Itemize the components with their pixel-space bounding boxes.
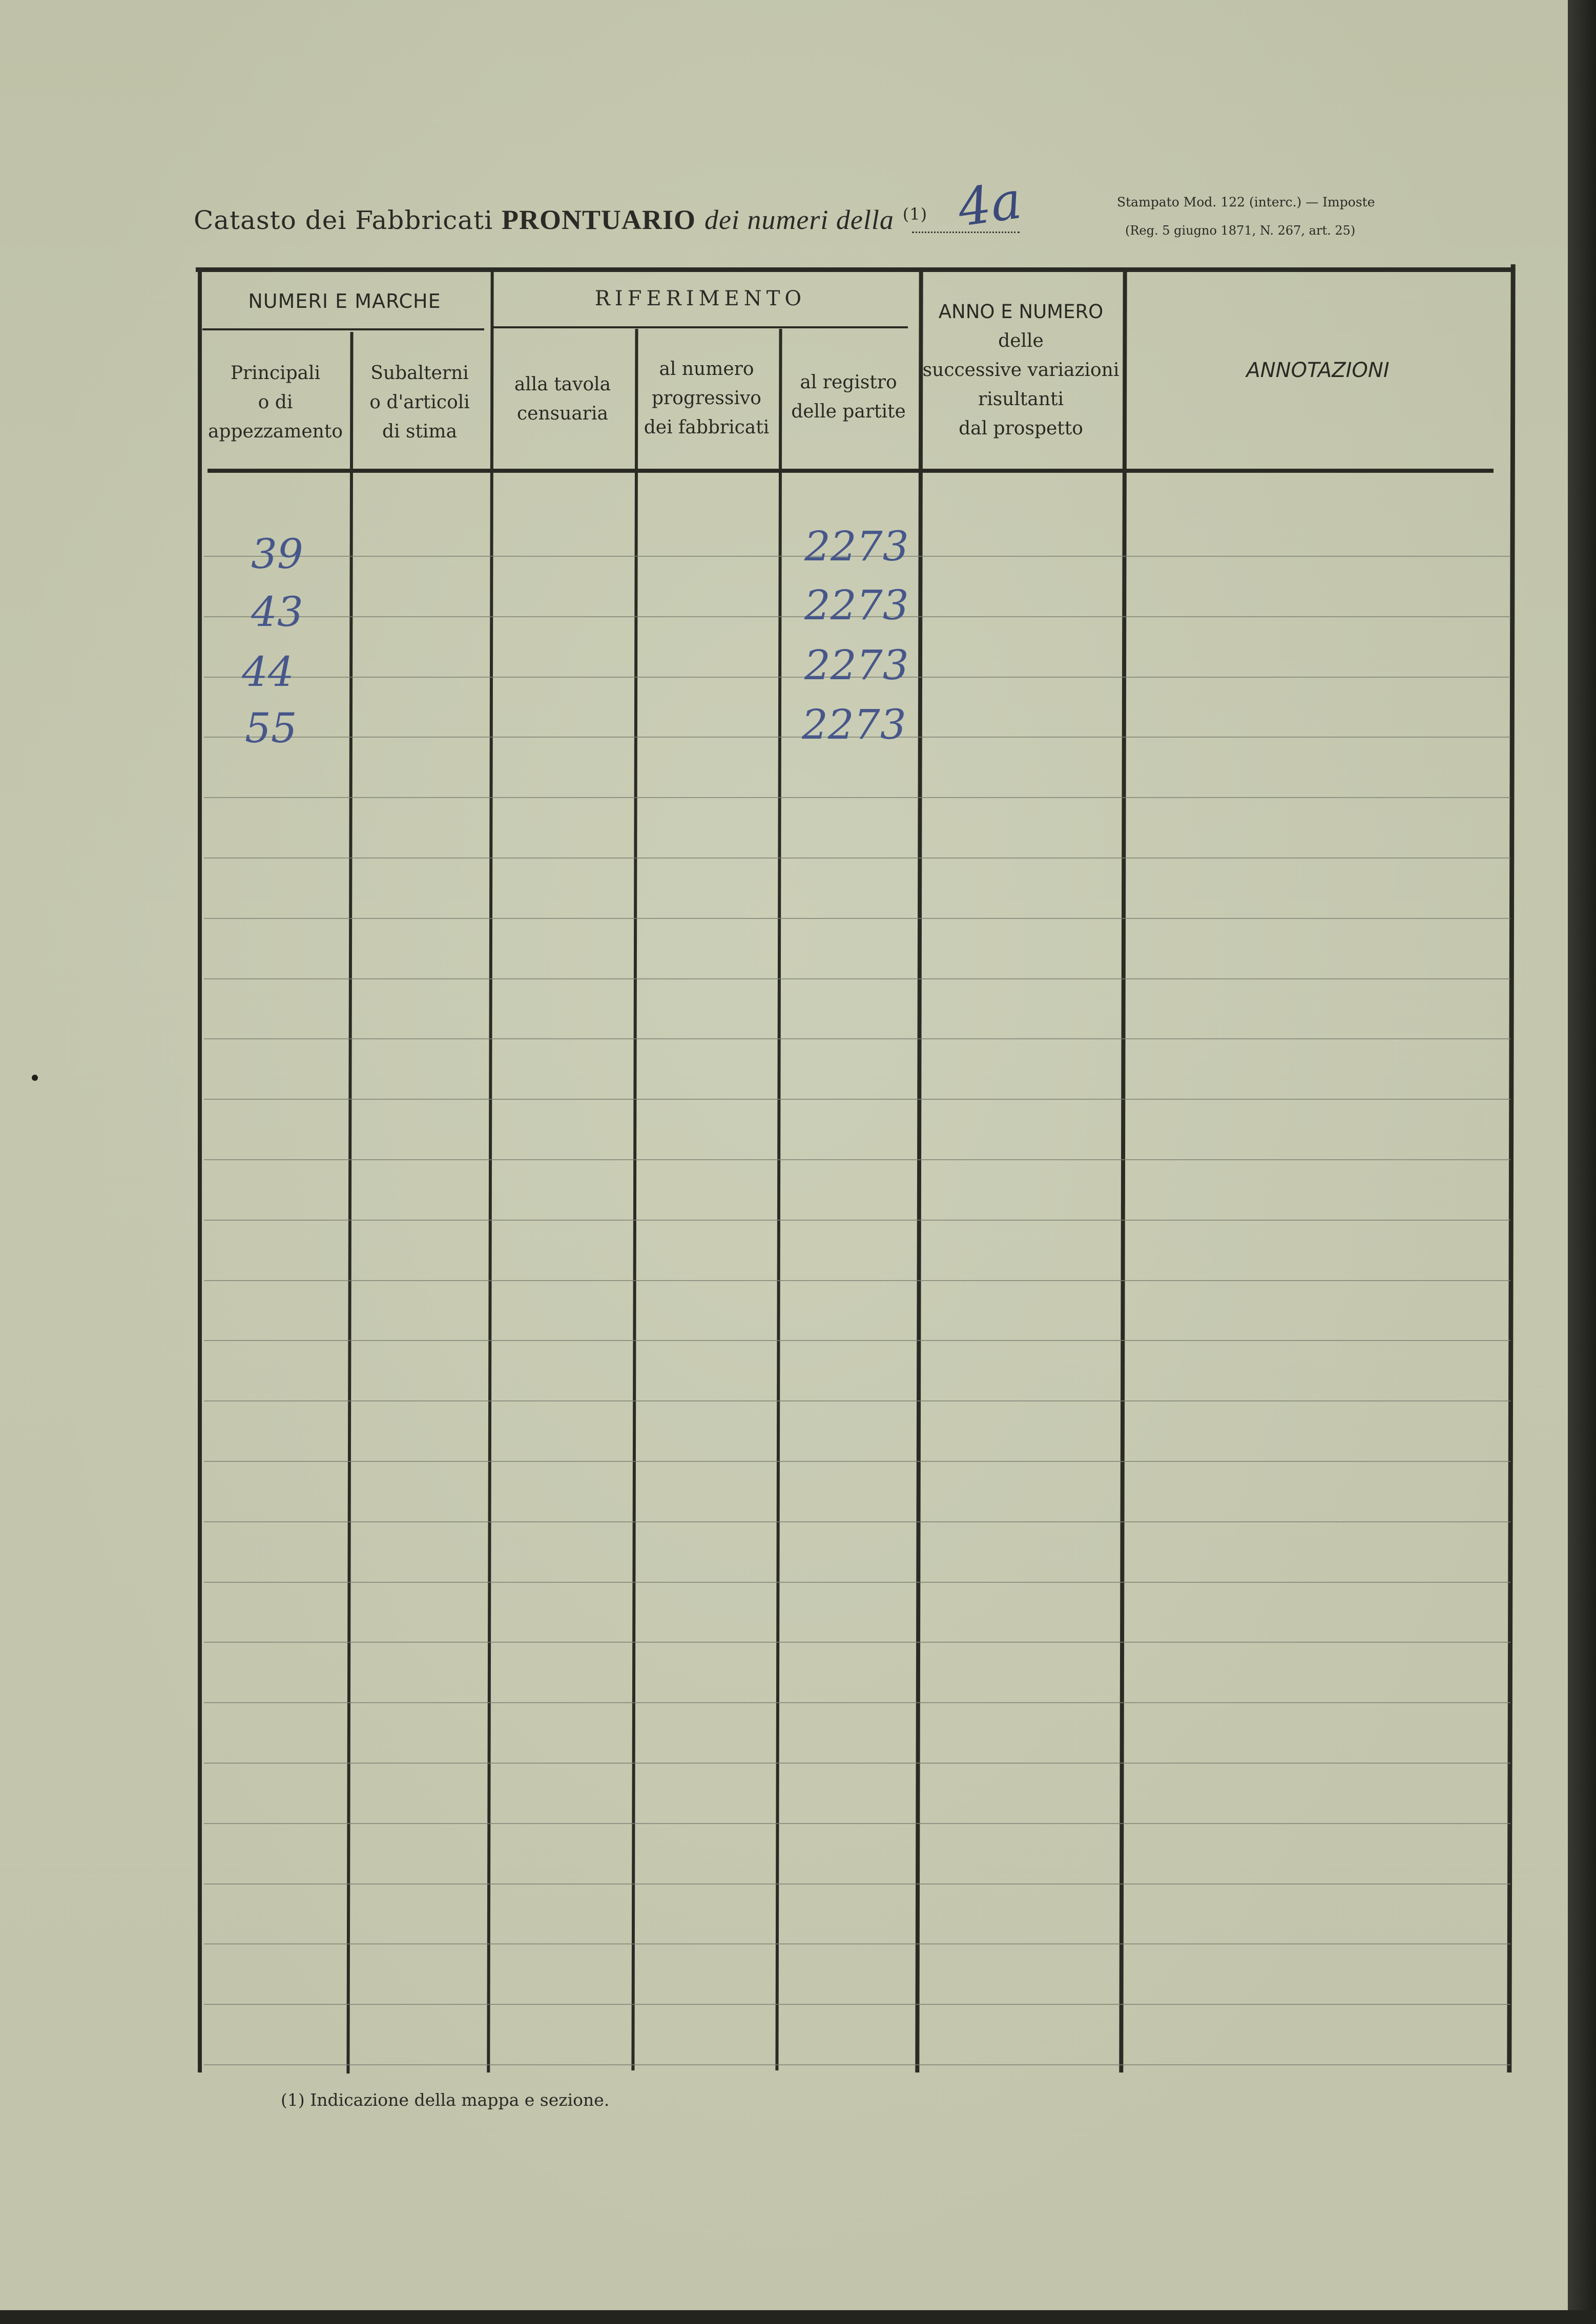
col-divider-2 <box>487 269 493 2072</box>
regulation-reference: (Reg. 5 giugno 1871, N. 267, art. 25) <box>1125 223 1356 238</box>
scan-edge-bottom <box>0 2310 1596 2324</box>
document-title <box>194 204 927 236</box>
title-footnote-ref: (1) <box>902 204 928 224</box>
header-anno-line4: risultanti <box>978 389 1064 410</box>
print-info: Stampato Mod. 122 (interc.) — Imposte <box>1117 195 1375 210</box>
ruled-line <box>204 1099 1510 1100</box>
header-subalterni-line1: Subalterni <box>370 363 469 384</box>
col-divider-6 <box>1119 269 1127 2072</box>
header-principali-line2: o di <box>258 392 293 413</box>
ruled-line <box>204 1461 1510 1462</box>
header-registro-line2: delle partite <box>791 401 906 422</box>
header-principali-line1: Principali <box>230 363 321 384</box>
numeri-group-underline <box>202 328 484 330</box>
header-annotazioni: ANNOTAZIONI <box>1246 359 1390 382</box>
header-registro-partite <box>779 368 918 426</box>
riferimento-group-underline <box>493 326 908 328</box>
header-anno-line3: successive variazioni <box>922 360 1120 381</box>
col-divider-5 <box>915 269 923 2072</box>
entry-principali-4: 55 <box>245 704 297 752</box>
header-principali-line3: appezzamento <box>208 421 343 442</box>
title-bold: PRONTUARIO <box>502 204 696 235</box>
header-numero-progressivo <box>635 354 778 442</box>
header-subalterni-line3: di stima <box>382 421 458 442</box>
header-progressivo-line2: progressivo <box>652 388 761 409</box>
ruled-line <box>204 1159 1510 1160</box>
ruled-line <box>204 1220 1510 1221</box>
ruled-line <box>204 1763 1510 1764</box>
ruled-line <box>204 978 1510 979</box>
header-anno-line2: delle <box>998 330 1044 351</box>
title-italic: dei numeri della <box>704 204 894 235</box>
ruled-line <box>204 1280 1510 1281</box>
ruled-line <box>204 2004 1510 2005</box>
ruled-line <box>204 1943 1510 1944</box>
footnote: (1) Indicazione della mappa e sezione. <box>281 2090 610 2110</box>
paper-speck <box>32 1075 38 1081</box>
header-registro-line1: al registro <box>800 372 897 393</box>
col-divider-4 <box>775 329 782 2070</box>
header-tavola-censuaria <box>492 370 633 428</box>
scan-edge-right <box>1568 0 1596 2324</box>
title-prefix: Catasto dei Fabbricati <box>194 205 493 235</box>
ruled-line <box>204 1521 1510 1522</box>
entry-principali-3: 44 <box>242 648 294 696</box>
header-bottom-rule <box>208 469 1494 473</box>
ruled-line <box>204 857 1510 859</box>
header-numeri-e-marche: NUMERI E MARCHE <box>248 290 441 312</box>
header-anno-line5: dal prospetto <box>959 418 1083 439</box>
entry-registro-3: 2273 <box>804 641 909 689</box>
table-left-border <box>198 269 202 2072</box>
header-subalterni <box>350 359 489 446</box>
header-subalterni-line2: o d'articoli <box>369 392 470 413</box>
header-progressivo-line1: al numero <box>659 359 754 380</box>
ruled-line <box>204 1038 1510 1039</box>
ruled-line <box>204 1883 1510 1885</box>
ruled-line <box>204 918 1510 919</box>
table-right-border <box>1507 264 1515 2072</box>
header-principali <box>202 359 348 446</box>
entry-registro-2: 2273 <box>804 581 909 629</box>
ruled-line <box>204 797 1510 798</box>
table-top-border <box>196 267 1512 272</box>
ruled-line <box>204 1642 1510 1643</box>
ruled-line <box>204 1702 1510 1703</box>
header-anno-line1: ANNO E NUMERO <box>938 301 1104 323</box>
ruled-line <box>204 1400 1510 1401</box>
header-anno-numero <box>920 297 1122 443</box>
handwritten-section-number: 4a <box>954 170 1025 239</box>
ruled-line <box>204 1582 1510 1583</box>
header-tavola-line1: alla tavola <box>514 374 611 395</box>
entry-principali-1: 39 <box>251 530 303 578</box>
header-tavola-line2: censuaria <box>517 403 608 424</box>
col-divider-1 <box>346 332 353 2074</box>
entry-registro-4: 2273 <box>802 701 906 748</box>
ruled-line <box>204 1340 1510 1341</box>
ruled-line <box>204 1823 1510 1824</box>
header-progressivo-line3: dei fabbricati <box>644 417 770 438</box>
header-riferimento: RIFERIMENTO <box>594 287 806 310</box>
col-divider-3 <box>631 329 638 2070</box>
entry-registro-1: 2273 <box>804 522 909 570</box>
entry-principali-2: 43 <box>251 588 303 636</box>
ruled-line <box>204 2064 1510 2065</box>
